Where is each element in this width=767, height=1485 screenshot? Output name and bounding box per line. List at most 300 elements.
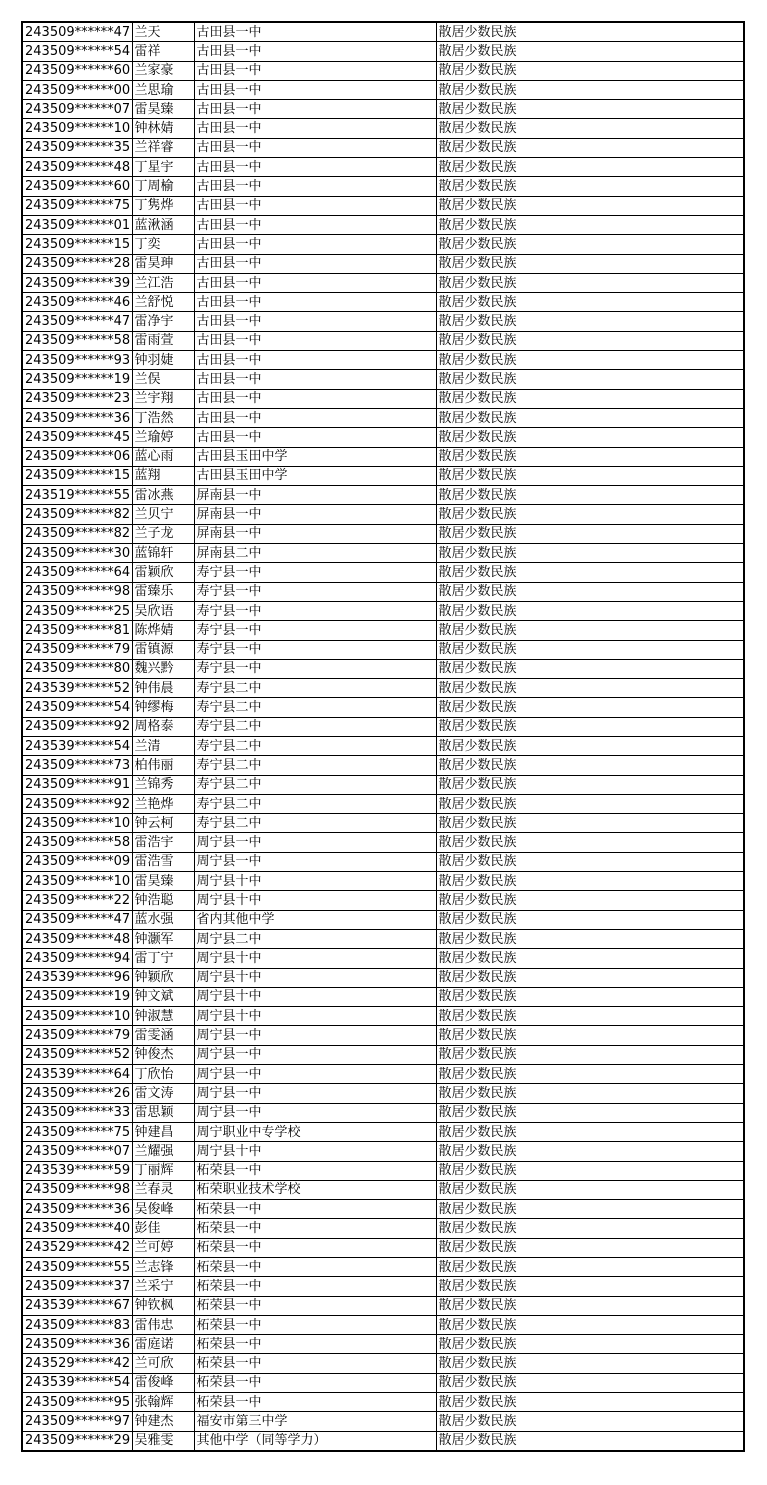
table-row — [22, 1238, 744, 1257]
school-cell: 寿宁县二中 — [194, 717, 436, 736]
table-row — [22, 1122, 744, 1141]
category-cell: 散居少数民族 — [436, 389, 744, 408]
name-cell: 张翰辉 — [132, 1393, 194, 1412]
name-cell: 丁奕 — [132, 235, 194, 254]
candidate-id-cell: 243529******42 — [22, 1238, 132, 1257]
name-cell: 钟建杰 — [132, 1412, 194, 1431]
school-cell: 古田县一中 — [194, 428, 436, 447]
table-row — [22, 1084, 744, 1103]
category-cell: 散居少数民族 — [436, 1180, 744, 1199]
table-row — [22, 196, 744, 215]
name-cell: 钟林婧 — [132, 119, 194, 138]
category-cell: 散居少数民族 — [436, 1045, 744, 1064]
category-cell: 散居少数民族 — [436, 814, 744, 833]
candidate-id-cell: 243509******48 — [22, 158, 132, 177]
category-cell: 散居少数民族 — [436, 756, 744, 775]
candidate-id-cell: 243509******73 — [22, 756, 132, 775]
candidate-id-cell: 243509******10 — [22, 814, 132, 833]
school-cell: 福安市第三中学 — [194, 1412, 436, 1431]
table-row — [22, 1180, 744, 1199]
candidate-id-cell: 243509******19 — [22, 370, 132, 389]
table-row — [22, 1103, 744, 1122]
school-cell: 寿宁县二中 — [194, 736, 436, 755]
table-row — [22, 235, 744, 254]
name-cell: 兰祥睿 — [132, 138, 194, 157]
school-cell: 柘荣县一中 — [194, 1200, 436, 1219]
candidate-id-cell: 243509******09 — [22, 852, 132, 871]
category-cell: 散居少数民族 — [436, 1335, 744, 1354]
category-cell: 散居少数民族 — [436, 254, 744, 273]
name-cell: 雷净宇 — [132, 312, 194, 331]
category-cell: 散居少数民族 — [436, 486, 744, 505]
school-cell: 古田县一中 — [194, 22, 436, 42]
table-row — [22, 1296, 744, 1315]
school-cell: 寿宁县一中 — [194, 659, 436, 678]
category-cell: 散居少数民族 — [436, 1065, 744, 1084]
school-cell: 寿宁县一中 — [194, 563, 436, 582]
table-row — [22, 929, 744, 948]
name-cell: 兰贝宁 — [132, 505, 194, 524]
category-cell: 散居少数民族 — [436, 1161, 744, 1180]
name-cell: 雷丁宁 — [132, 949, 194, 968]
candidate-id-cell: 243509******47 — [22, 910, 132, 929]
category-cell: 散居少数民族 — [436, 1277, 744, 1296]
table-row — [22, 775, 744, 794]
school-cell: 柘荣县一中 — [194, 1354, 436, 1373]
category-cell: 散居少数民族 — [436, 177, 744, 196]
table-row — [22, 273, 744, 292]
candidate-id-cell: 243509******10 — [22, 1007, 132, 1026]
name-cell: 蓝水强 — [132, 910, 194, 929]
school-cell: 周宁县十中 — [194, 949, 436, 968]
school-cell: 寿宁县二中 — [194, 775, 436, 794]
name-cell: 丁隽烨 — [132, 196, 194, 215]
table-row — [22, 1335, 744, 1354]
school-cell: 柘荣县一中 — [194, 1277, 436, 1296]
name-cell: 兰耀强 — [132, 1142, 194, 1161]
table-row — [22, 254, 744, 273]
category-cell: 散居少数民族 — [436, 659, 744, 678]
candidate-id-cell: 243539******64 — [22, 1065, 132, 1084]
school-cell: 古田县一中 — [194, 138, 436, 157]
table-row — [22, 1277, 744, 1296]
candidate-id-cell: 243509******98 — [22, 1180, 132, 1199]
school-cell: 古田县一中 — [194, 408, 436, 427]
candidate-id-cell: 243539******52 — [22, 679, 132, 698]
table-row — [22, 370, 744, 389]
category-cell: 散居少数民族 — [436, 1084, 744, 1103]
table-row — [22, 138, 744, 157]
category-cell: 散居少数民族 — [436, 293, 744, 312]
school-cell: 周宁县一中 — [194, 1065, 436, 1084]
category-cell: 散居少数民族 — [436, 428, 744, 447]
category-cell: 散居少数民族 — [436, 891, 744, 910]
table-row — [22, 640, 744, 659]
table-row — [22, 1065, 744, 1084]
school-cell: 古田县一中 — [194, 215, 436, 234]
table-row — [22, 814, 744, 833]
name-cell: 钟缪梅 — [132, 698, 194, 717]
school-cell: 周宁县十中 — [194, 1007, 436, 1026]
table-row — [22, 331, 744, 350]
table-row — [22, 351, 744, 370]
category-cell: 散居少数民族 — [436, 1315, 744, 1334]
table-row — [22, 1373, 744, 1392]
school-cell: 周宁县一中 — [194, 1103, 436, 1122]
category-cell: 散居少数民族 — [436, 215, 744, 234]
name-cell: 兰春灵 — [132, 1180, 194, 1199]
category-cell: 散居少数民族 — [436, 408, 744, 427]
category-cell: 散居少数民族 — [436, 1200, 744, 1219]
table-row — [22, 1412, 744, 1431]
name-cell: 钟淑慧 — [132, 1007, 194, 1026]
school-cell: 古田县玉田中学 — [194, 466, 436, 485]
name-cell: 雷雨萱 — [132, 331, 194, 350]
school-cell: 古田县一中 — [194, 119, 436, 138]
category-cell: 散居少数民族 — [436, 1007, 744, 1026]
table-row — [22, 408, 744, 427]
name-cell: 兰思瑜 — [132, 80, 194, 99]
category-cell: 散居少数民族 — [436, 1354, 744, 1373]
category-cell: 散居少数民族 — [436, 61, 744, 80]
name-cell: 钟浩聪 — [132, 891, 194, 910]
candidate-id-cell: 243509******33 — [22, 1103, 132, 1122]
name-cell: 钟羽婕 — [132, 351, 194, 370]
candidate-id-cell: 243539******59 — [22, 1161, 132, 1180]
name-cell: 兰江浩 — [132, 273, 194, 292]
candidate-id-cell: 243509******00 — [22, 80, 132, 99]
school-cell: 古田县一中 — [194, 273, 436, 292]
name-cell: 蓝翔 — [132, 466, 194, 485]
table-row — [22, 1431, 744, 1451]
name-cell: 兰舒悦 — [132, 293, 194, 312]
candidate-id-cell: 243509******47 — [22, 22, 132, 42]
category-cell: 散居少数民族 — [436, 1258, 744, 1277]
table-row — [22, 1200, 744, 1219]
candidate-id-cell: 243509******64 — [22, 563, 132, 582]
table-row — [22, 987, 744, 1006]
table-row — [22, 466, 744, 485]
category-cell: 散居少数民族 — [436, 119, 744, 138]
category-cell: 散居少数民族 — [436, 1373, 744, 1392]
category-cell: 散居少数民族 — [436, 601, 744, 620]
candidate-id-cell: 243529******42 — [22, 1354, 132, 1373]
category-cell: 散居少数民族 — [436, 42, 744, 61]
category-cell: 散居少数民族 — [436, 872, 744, 891]
name-cell: 吴俊峰 — [132, 1200, 194, 1219]
name-cell: 钟颖欣 — [132, 968, 194, 987]
name-cell: 吴欣语 — [132, 601, 194, 620]
table-row — [22, 544, 744, 563]
school-cell: 古田县一中 — [194, 331, 436, 350]
name-cell: 兰天 — [132, 22, 194, 42]
name-cell: 钟灏军 — [132, 929, 194, 948]
table-row — [22, 717, 744, 736]
table-row — [22, 794, 744, 813]
category-cell: 散居少数民族 — [436, 1103, 744, 1122]
candidate-id-cell: 243509******22 — [22, 891, 132, 910]
school-cell: 柘荣县一中 — [194, 1335, 436, 1354]
candidate-id-cell: 243539******54 — [22, 1373, 132, 1392]
school-cell: 柘荣县一中 — [194, 1258, 436, 1277]
category-cell: 散居少数民族 — [436, 833, 744, 852]
table-row — [22, 293, 744, 312]
candidate-id-cell: 243509******36 — [22, 1335, 132, 1354]
name-cell: 雷祥 — [132, 42, 194, 61]
school-cell: 古田县一中 — [194, 235, 436, 254]
name-cell: 兰可欣 — [132, 1354, 194, 1373]
candidate-id-cell: 243509******94 — [22, 949, 132, 968]
category-cell: 散居少数民族 — [436, 640, 744, 659]
table-row — [22, 1354, 744, 1373]
candidate-id-cell: 243509******91 — [22, 775, 132, 794]
table-row — [22, 158, 744, 177]
school-cell: 周宁县二中 — [194, 929, 436, 948]
category-cell: 散居少数民族 — [436, 80, 744, 99]
category-cell: 散居少数民族 — [436, 1142, 744, 1161]
name-cell: 钟伟晨 — [132, 679, 194, 698]
candidate-id-cell: 243509******39 — [22, 273, 132, 292]
candidate-id-cell: 243509******47 — [22, 312, 132, 331]
category-cell: 散居少数民族 — [436, 196, 744, 215]
category-cell: 散居少数民族 — [436, 331, 744, 350]
candidate-id-cell: 243509******60 — [22, 177, 132, 196]
category-cell: 散居少数民族 — [436, 1431, 744, 1451]
table-row — [22, 968, 744, 987]
school-cell: 周宁县十中 — [194, 987, 436, 1006]
candidate-id-cell: 243509******60 — [22, 61, 132, 80]
table-row — [22, 698, 744, 717]
candidate-id-cell: 243509******19 — [22, 987, 132, 1006]
category-cell: 散居少数民族 — [436, 1412, 744, 1431]
category-cell: 散居少数民族 — [436, 1393, 744, 1412]
category-cell: 散居少数民族 — [436, 968, 744, 987]
school-cell: 寿宁县一中 — [194, 640, 436, 659]
candidate-id-cell: 243509******15 — [22, 235, 132, 254]
category-cell: 散居少数民族 — [436, 100, 744, 119]
school-cell: 柘荣县一中 — [194, 1219, 436, 1238]
name-cell: 兰志锋 — [132, 1258, 194, 1277]
table-row — [22, 312, 744, 331]
name-cell: 陈烨婧 — [132, 621, 194, 640]
candidate-id-cell: 243519******55 — [22, 486, 132, 505]
category-cell: 散居少数民族 — [436, 370, 744, 389]
school-cell: 寿宁县一中 — [194, 621, 436, 640]
name-cell: 钟文斌 — [132, 987, 194, 1006]
category-cell: 散居少数民族 — [436, 1238, 744, 1257]
table-row — [22, 177, 744, 196]
name-cell: 丁丽辉 — [132, 1161, 194, 1180]
name-cell: 钟建昌 — [132, 1122, 194, 1141]
table-row — [22, 679, 744, 698]
category-cell: 散居少数民族 — [436, 736, 744, 755]
table-row — [22, 1026, 744, 1045]
name-cell: 雷昊臻 — [132, 100, 194, 119]
candidate-id-cell: 243509******07 — [22, 1142, 132, 1161]
table-row — [22, 42, 744, 61]
table-row — [22, 910, 744, 929]
name-cell: 彭佳 — [132, 1219, 194, 1238]
name-cell: 钟俊杰 — [132, 1045, 194, 1064]
school-cell: 古田县一中 — [194, 312, 436, 331]
candidate-id-cell: 243509******54 — [22, 42, 132, 61]
name-cell: 雷浩宇 — [132, 833, 194, 852]
category-cell: 散居少数民族 — [436, 235, 744, 254]
name-cell: 雷雯涵 — [132, 1026, 194, 1045]
name-cell: 雷冰燕 — [132, 486, 194, 505]
table-row — [22, 1007, 744, 1026]
table-row — [22, 621, 744, 640]
name-cell: 钟云柯 — [132, 814, 194, 833]
candidate-id-cell: 243509******10 — [22, 872, 132, 891]
table-row — [22, 601, 744, 620]
name-cell: 丁周榆 — [132, 177, 194, 196]
category-cell: 散居少数民族 — [436, 775, 744, 794]
candidate-id-cell: 243509******30 — [22, 544, 132, 563]
category-cell: 散居少数民族 — [436, 582, 744, 601]
table-row — [22, 389, 744, 408]
table-row — [22, 505, 744, 524]
candidate-id-cell: 243509******06 — [22, 447, 132, 466]
name-cell: 蓝锦轩 — [132, 544, 194, 563]
table-row — [22, 1393, 744, 1412]
category-cell: 散居少数民族 — [436, 1219, 744, 1238]
category-cell: 散居少数民族 — [436, 1122, 744, 1141]
table-row — [22, 891, 744, 910]
school-cell: 古田县一中 — [194, 100, 436, 119]
category-cell: 散居少数民族 — [436, 273, 744, 292]
category-cell: 散居少数民族 — [436, 949, 744, 968]
school-cell: 古田县一中 — [194, 61, 436, 80]
category-cell: 散居少数民族 — [436, 852, 744, 871]
school-cell: 寿宁县一中 — [194, 601, 436, 620]
category-cell: 散居少数民族 — [436, 1296, 744, 1315]
candidate-id-cell: 243539******67 — [22, 1296, 132, 1315]
name-cell: 兰瑜婷 — [132, 428, 194, 447]
name-cell: 兰锦秀 — [132, 775, 194, 794]
name-cell: 兰可婷 — [132, 1238, 194, 1257]
candidate-id-cell: 243539******96 — [22, 968, 132, 987]
school-cell: 屏南县一中 — [194, 486, 436, 505]
name-cell: 柏伟丽 — [132, 756, 194, 775]
name-cell: 雷昊臻 — [132, 872, 194, 891]
school-cell: 其他中学（同等学力） — [194, 1431, 436, 1451]
table-row — [22, 428, 744, 447]
name-cell: 丁星宇 — [132, 158, 194, 177]
roster-table — [21, 21, 745, 1452]
school-cell: 寿宁县二中 — [194, 756, 436, 775]
school-cell: 古田县一中 — [194, 42, 436, 61]
table-row — [22, 659, 744, 678]
school-cell: 古田县一中 — [194, 80, 436, 99]
school-cell: 寿宁县一中 — [194, 582, 436, 601]
name-cell: 雷镇源 — [132, 640, 194, 659]
candidate-id-cell: 243509******98 — [22, 582, 132, 601]
category-cell: 散居少数民族 — [436, 312, 744, 331]
name-cell: 蓝心雨 — [132, 447, 194, 466]
name-cell: 兰采宁 — [132, 1277, 194, 1296]
candidate-id-cell: 243509******81 — [22, 621, 132, 640]
table-row — [22, 872, 744, 891]
category-cell: 散居少数民族 — [436, 794, 744, 813]
school-cell: 省内其他中学 — [194, 910, 436, 929]
school-cell: 柘荣县一中 — [194, 1315, 436, 1334]
name-cell: 雷文涛 — [132, 1084, 194, 1103]
table-row — [22, 22, 744, 42]
name-cell: 魏兴黔 — [132, 659, 194, 678]
school-cell: 古田县一中 — [194, 351, 436, 370]
school-cell: 柘荣县一中 — [194, 1393, 436, 1412]
candidate-id-cell: 243539******54 — [22, 736, 132, 755]
candidate-id-cell: 243509******58 — [22, 331, 132, 350]
school-cell: 屏南县二中 — [194, 544, 436, 563]
school-cell: 周宁县一中 — [194, 833, 436, 852]
category-cell: 散居少数民族 — [436, 621, 744, 640]
candidate-id-cell: 243509******36 — [22, 1200, 132, 1219]
candidate-id-cell: 243509******48 — [22, 929, 132, 948]
category-cell: 散居少数民族 — [436, 447, 744, 466]
category-cell: 散居少数民族 — [436, 698, 744, 717]
table-row — [22, 1045, 744, 1064]
table-row — [22, 215, 744, 234]
candidate-id-cell: 243509******82 — [22, 505, 132, 524]
candidate-id-cell: 243509******36 — [22, 408, 132, 427]
category-cell: 散居少数民族 — [436, 138, 744, 157]
candidate-id-cell: 243509******97 — [22, 1412, 132, 1431]
school-cell: 寿宁县二中 — [194, 679, 436, 698]
school-cell: 屏南县一中 — [194, 505, 436, 524]
name-cell: 雷思颖 — [132, 1103, 194, 1122]
name-cell: 蓝湫涵 — [132, 215, 194, 234]
category-cell: 散居少数民族 — [436, 351, 744, 370]
school-cell: 古田县玉田中学 — [194, 447, 436, 466]
candidate-id-cell: 243509******92 — [22, 717, 132, 736]
candidate-id-cell: 243509******37 — [22, 1277, 132, 1296]
table-row — [22, 80, 744, 99]
name-cell: 丁欣怡 — [132, 1065, 194, 1084]
candidate-id-cell: 243509******92 — [22, 794, 132, 813]
candidate-id-cell: 243509******01 — [22, 215, 132, 234]
school-cell: 古田县一中 — [194, 196, 436, 215]
school-cell: 柘荣职业技术学校 — [194, 1180, 436, 1199]
candidate-id-cell: 243509******25 — [22, 601, 132, 620]
school-cell: 寿宁县二中 — [194, 794, 436, 813]
name-cell: 兰俣 — [132, 370, 194, 389]
candidate-id-cell: 243509******80 — [22, 659, 132, 678]
table-row — [22, 61, 744, 80]
school-cell: 周宁县十中 — [194, 1142, 436, 1161]
roster-table-body — [22, 22, 744, 1451]
table-row — [22, 447, 744, 466]
candidate-id-cell: 243509******46 — [22, 293, 132, 312]
candidate-id-cell: 243509******75 — [22, 1122, 132, 1141]
table-row — [22, 563, 744, 582]
table-row — [22, 582, 744, 601]
school-cell: 古田县一中 — [194, 389, 436, 408]
school-cell: 柘荣县一中 — [194, 1161, 436, 1180]
name-cell: 吴雅雯 — [132, 1431, 194, 1451]
name-cell: 雷浩雪 — [132, 852, 194, 871]
school-cell: 周宁县十中 — [194, 891, 436, 910]
candidate-id-cell: 243509******52 — [22, 1045, 132, 1064]
school-cell: 周宁县一中 — [194, 1084, 436, 1103]
table-row — [22, 736, 744, 755]
category-cell: 散居少数民族 — [436, 22, 744, 42]
category-cell: 散居少数民族 — [436, 1026, 744, 1045]
table-row — [22, 486, 744, 505]
candidate-id-cell: 243509******58 — [22, 833, 132, 852]
name-cell: 兰宇翔 — [132, 389, 194, 408]
